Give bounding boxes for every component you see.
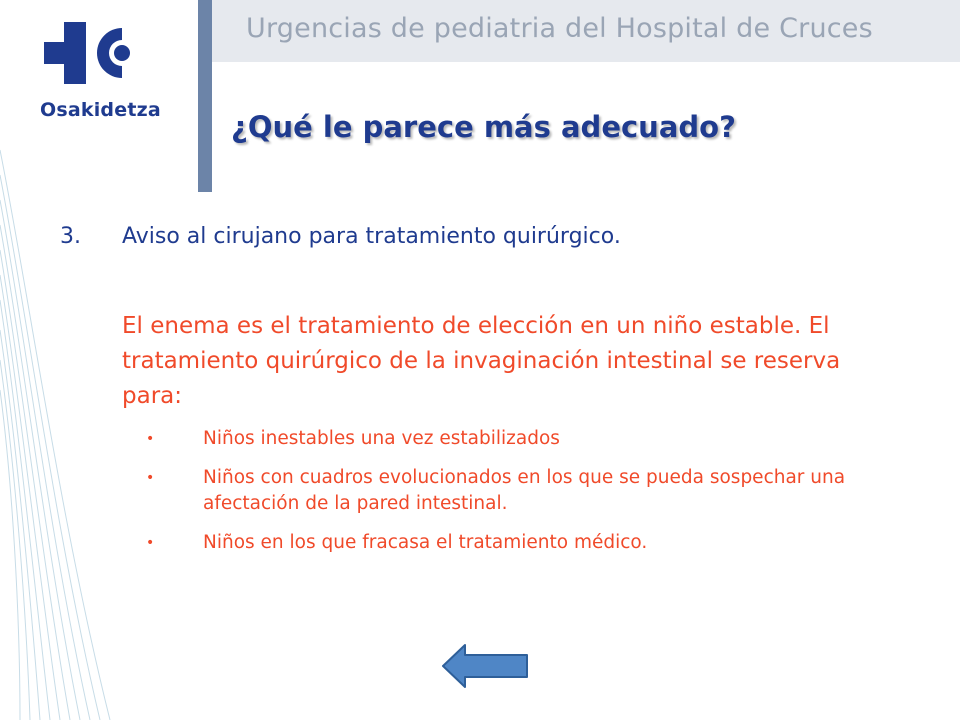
bullet-text: Niños con cuadros evolucionados en los que se pueda sospechar una afectación de la pared intestinal. [203,467,846,514]
list-item [146,465,886,517]
bullet-icon: • [146,535,155,551]
list-item [146,530,886,556]
osakidetza-cross-icon [44,22,164,92]
header-title: Urgencias de pediatria del Hospital de Cruces [246,13,873,44]
header-accent-bar [198,0,212,192]
explanation-text: El enema es el tratamiento de elección en un niño estable. El tratamiento quirúrgico de la invaginación intestinal se reserva para: [122,313,841,409]
slide-question: ¿Qué le parece más adecuado? [231,110,736,144]
bullet-icon: • [146,470,155,486]
back-button[interactable] [441,643,531,689]
bullet-icon: • [146,431,155,447]
option-text: Aviso al cirujano para tratamiento quirúrgico. [122,224,621,249]
list-item [146,426,886,452]
bullet-text: Niños en los que fracasa el tratamiento médico. [203,532,648,553]
option-number: 3. [60,224,81,249]
bullet-list [146,426,886,569]
bullet-text: Niños inestables una vez estabilizados [203,428,560,449]
brand-name: Osakidetza [40,99,161,121]
left-arrow-icon [441,643,531,689]
